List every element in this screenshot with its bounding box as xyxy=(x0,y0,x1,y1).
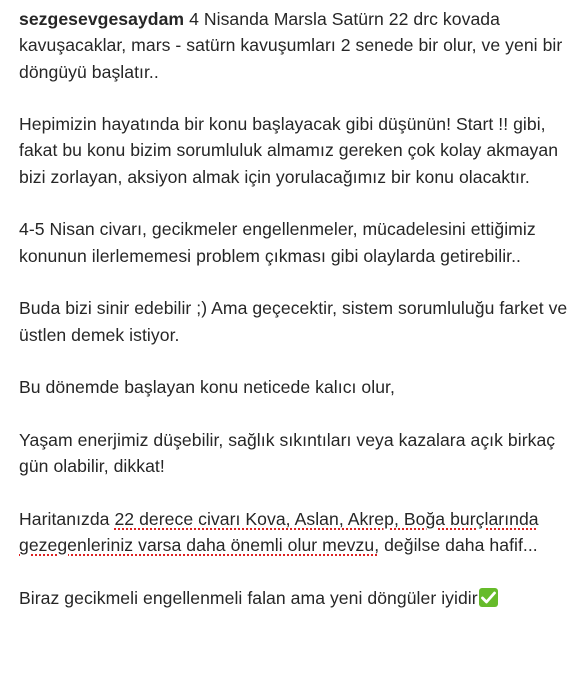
caption-paragraph-5: Bu dönemde başlayan konu neticede kalıcı olur, xyxy=(19,377,395,398)
caption-paragraph-6: Yaşam enerjimiz düşebilir, sağlık sıkıntıları veya kazalara açık birkaç gün olabilir, dikkat! xyxy=(19,429,556,477)
check-mark-button-icon xyxy=(479,588,498,607)
caption-paragraph-2: Hepimizin hayatında bir konu başlayacak gibi düşünün! Start !! gibi, fakat bu konu bizim sorumluluk almamız gereken çok kolay akmayan bizi zorlayan, aksiyon almak için yorulacağımız bir konu olacaktır. xyxy=(19,114,559,187)
caption-paragraph-1 xyxy=(19,6,570,85)
caption-paragraph-3: 4-5 Nisan civarı, gecikmeler engellenmeler, mücadelesini ettiğimiz konunun ilerlememesi problem çıkması gibi olaylarda getirebilir.. xyxy=(19,219,536,266)
caption-paragraph-7 xyxy=(19,506,570,559)
caption-text-1: 4 Nisanda Marsla Satürn 22 drc kovada kavuşacaklar, mars - satürn kavuşumları 2 senede bir olur, ve yeni bir döngüyü başlatır.. xyxy=(19,9,563,82)
caption-text-7a: Haritanızda xyxy=(19,508,115,529)
username-link[interactable]: sezgesevgesaydam xyxy=(19,9,185,29)
caption-text-8: Biraz gecikmeli engellenmeli falan ama yeni döngüler iyidir xyxy=(19,587,478,608)
caption-paragraph-8 xyxy=(19,585,570,611)
caption-text-7b: değilse daha hafif... xyxy=(379,534,538,555)
caption-paragraph-4: Buda bizi sinir edebilir ;) Ama geçecektir, sistem sorumluluğu farket ve üstlen demek istiyor. xyxy=(19,298,568,345)
spellcheck-underlined-text[interactable]: 22 derece civarı Kova, Aslan, Akrep, Boğa burçlarında gezegenleriniz varsa daha önemli olur mevzu, xyxy=(19,508,539,555)
